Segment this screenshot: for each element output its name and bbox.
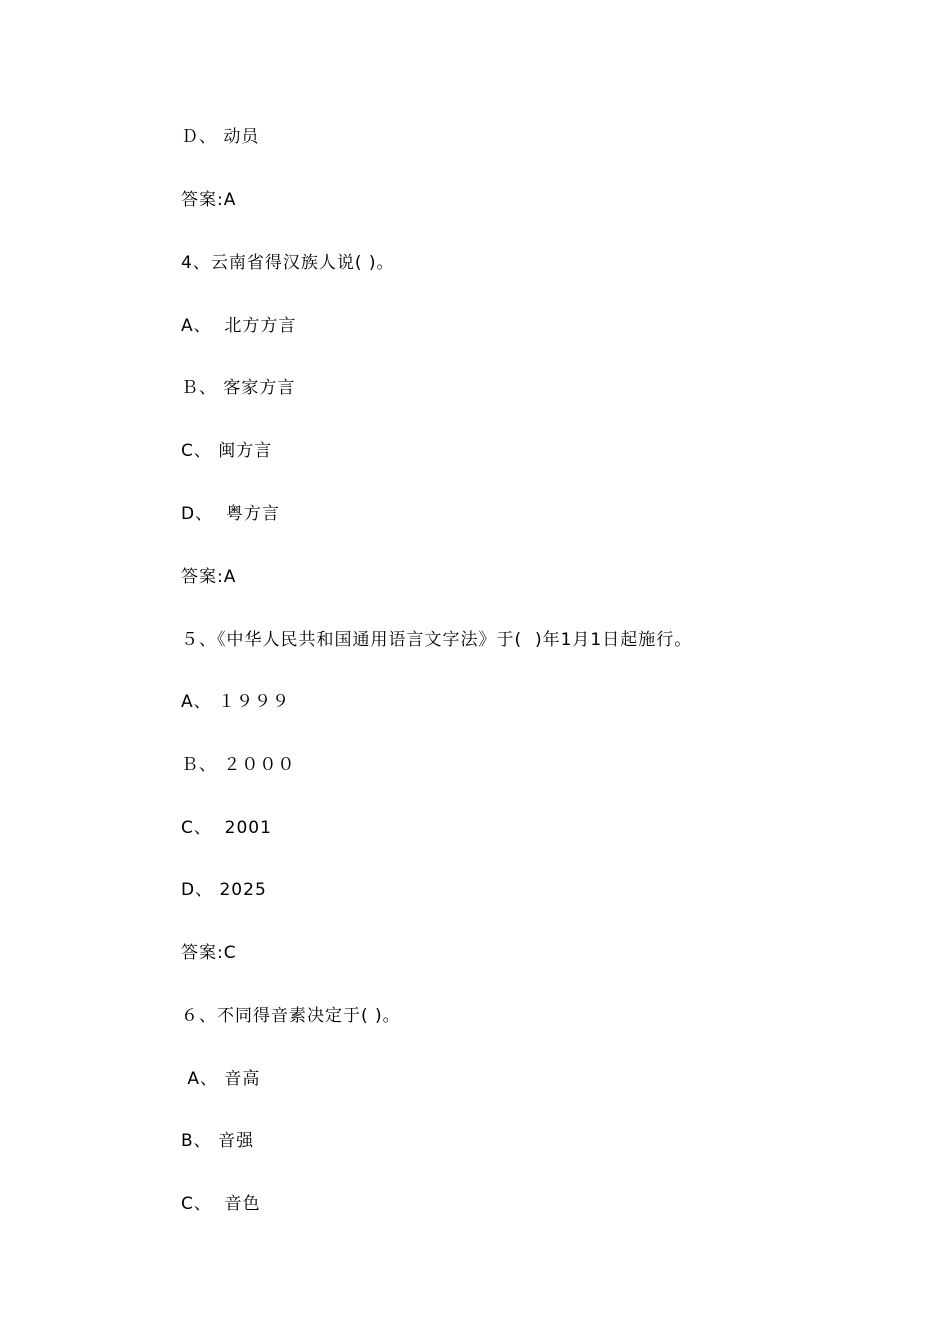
option-b-q4: Ｂ、 客家方言 [181,378,296,398]
option-c-q4: C、 闽方言 [181,441,273,461]
answer-q5: 答案:C [181,943,237,963]
option-d-q3: Ｄ、 动员 [181,127,260,147]
answer-q3: 答案:A [181,190,237,210]
option-c-q6: C、 音色 [181,1194,261,1214]
option-b-q5: Ｂ、 ２０００ [181,755,296,775]
question-5: ５、《中华人民共和国通用语言文字法》于( )年1月1日起施行。 [181,630,693,650]
option-c-q5: C、 2001 [181,818,272,838]
question-4: 4、云南省得汉族人说( )。 [181,253,395,273]
option-a-q4: A、 北方方言 [181,316,297,336]
answer-q4: 答案:A [181,567,237,587]
option-d-q5: D、 2025 [181,880,267,900]
option-b-q6: B、 音强 [181,1131,255,1151]
option-a-q5: A、 １９９９ [181,692,291,712]
question-6: ６、不同得音素决定于( )。 [181,1006,401,1026]
option-d-q4: D、 粤方言 [181,504,280,524]
option-a-q6: A、 音高 [181,1069,261,1089]
